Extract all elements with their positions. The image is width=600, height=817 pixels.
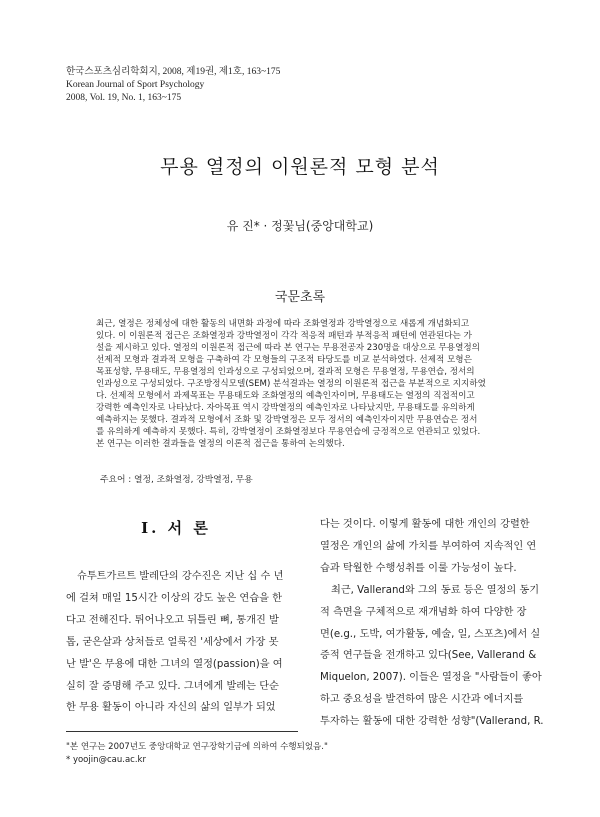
footnote-divider [66, 731, 298, 732]
body-column-left [66, 566, 300, 719]
section-title-introduction: I. 서 론 [141, 519, 211, 537]
abstract-line: 선제적 모형과 결과적 모형을 구축하여 각 모형들의 구조적 타당도를 비교 분석하였다. 선제적 모형은 [96, 355, 472, 366]
abstract-line: 강력한 예측인자로 나타났다. 자아목표 역시 강박열정의 예측인자로 나타났지만, 무용태도를 유의하게 [96, 403, 475, 414]
body-line: 실히 잘 증명해 주고 있다. 그녀에게 발레는 단순 [66, 680, 279, 692]
abstract-heading: 국문초록 [274, 290, 326, 305]
footnotes [66, 741, 328, 767]
body-line: 최근, Vallerand와 그의 동료 등은 열정의 동기 [331, 584, 540, 596]
abstract-line: 있다. 이 이원론적 접근은 조화열정과 강박열정이 각각 적응적 패턴과 부적응적 패턴에 연관된다는 가 [96, 331, 472, 342]
journal-name-english: Korean Journal of Sport Psychology [66, 80, 205, 90]
footnote-email: * yoojin@cau.ac.kr [66, 755, 146, 765]
keywords: 주요어 : 열정, 조화열정, 강박열정, 무용 [100, 475, 253, 485]
journal-header [66, 66, 280, 105]
journal-citation-english: 2008, Vol. 19, No. 1, 163~175 [66, 93, 182, 103]
abstract-line: 예측하지는 못했다. 결과적 모형에서 조화 및 강박열정은 모두 정서의 예측인자이지만 무용연습은 정서 [96, 415, 478, 426]
body-line: 투자하는 활동에 대한 강력한 성향"(Vallerand, R. [320, 716, 544, 728]
body-column-right [320, 514, 558, 733]
body-line: 에 걸쳐 매일 15시간 이상의 강도 높은 연습을 한 [66, 592, 283, 604]
body-line: 톱, 굳은살과 상처들로 얼룩진 '세상에서 가장 못 [66, 636, 279, 648]
abstract-line: 인과성으로 구성되었다. 구조방정식모델(SEM) 분석결과는 열정의 이원론적 접근을 부분적으로 지지하였 [96, 379, 486, 390]
body-line: Miquelon, 2007). 이들은 열정을 "사람들이 좋아 [320, 672, 542, 684]
abstract-line: 를 유의하게 예측하지 못했다. 특히, 강박열정이 조화열정보다 무용연습에 긍정적으로 연관되고 있었다. [96, 427, 481, 438]
abstract-line: 설을 제시하고 있다. 열정의 이원론적 접근에 따라 본 연구는 무용전공자 230명을 대상으로 무용열정의 [96, 343, 480, 354]
abstract-line: 최근, 열정은 정체성에 대한 활동의 내면화 과정에 따라 조화열정과 강박열정으로 새롭게 개념화되고 [96, 319, 470, 329]
body-line: 다는 것이다. 이렇게 활동에 대한 개인의 강렬한 [320, 519, 530, 530]
footnote-funding: "본 연구는 2007년도 중앙대학교 연구장학기금에 의하여 수행되었음." [66, 742, 328, 752]
body-line: 난 발'은 무용에 대한 그녀의 열정(passion)을 여 [66, 658, 283, 670]
paper-title: 무용 열정의 이원론적 모형 분석 [160, 156, 440, 178]
abstract-line: 본 연구는 이러한 결과들을 열정의 이론적 접근을 통하여 논의했다. [96, 439, 345, 450]
abstract-body [96, 318, 510, 451]
paper-authors: 유 진* · 정꽃님(중앙대학교) [226, 219, 374, 233]
body-line: 열정은 개인의 삶에 가치를 부여하여 지속적인 연 [320, 540, 537, 552]
body-line: 면(e.g., 도박, 여가활동, 예술, 일, 스포츠)에서 실 [320, 628, 541, 640]
body-line: 하고 중요성을 발견하여 많은 시간과 에너지를 [320, 694, 524, 706]
body-line: 증적 연구들을 전개하고 있다(See, Vallerand & [320, 650, 537, 662]
body-line: 적 측면을 구체적으로 재개념화 하여 다양한 장 [320, 606, 527, 618]
journal-citation-korean: 한국스포츠심리학회지, 2008, 제19권, 제1호, 163~175 [66, 67, 281, 77]
body-line: 다고 전해진다. 튀어나오고 뒤틀린 뼈, 통개진 발 [66, 614, 279, 626]
body-line: 한 무용 활동이 아니라 자신의 삶의 일부가 되었 [66, 702, 276, 714]
abstract-line: 목표성향, 무용태도, 무용열정의 인과성으로 구성되었으며, 결과적 모형은 무용열정, 무용연습, 정서의 [96, 367, 475, 378]
body-line: 슈투트가르트 발레단의 강수진은 지난 십 수 년 [77, 571, 284, 582]
body-line: 습과 탁월한 수행성취를 이룰 가능성이 높다. [320, 562, 517, 574]
abstract-line: 다. 선제적 모형에서 과제목표는 무용태도와 조화열정의 예측인자이며, 무용태도는 열정의 직접적이고 [96, 391, 475, 402]
